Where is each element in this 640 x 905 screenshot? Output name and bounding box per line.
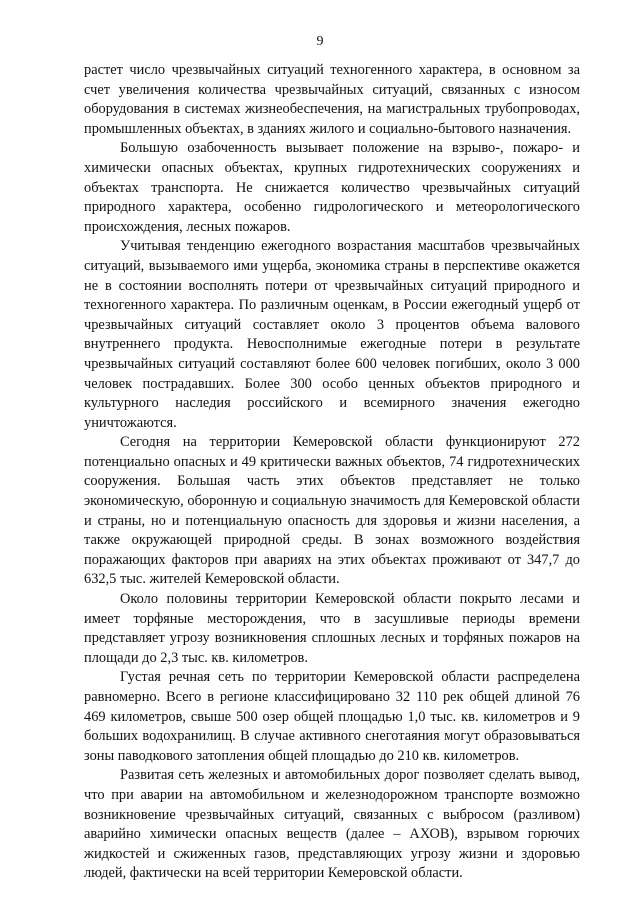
- page-number: 9: [316, 34, 324, 49]
- paragraph-concern-hazardous-objects: Большую озабоченность вызывает положение на взрыво-, пожаро- и химически опасных объектах, крупных гидротехнических сооружениях и объектах транспорта. Не снижается количество чрезвычайных ситуаций природного характера, особенно гидрологического и метеорологического происхождения, лесных пожаров.: [84, 140, 580, 235]
- paragraph-forest-fires: Около половины территории Кемеровской области покрыто лесами и имеет торфяные месторождения, что в засушливые периоды времени представляет угрозу возникновения сплошных лесных и торфяных пожаров на площади до 2,3 тыс. кв. километров.: [84, 591, 580, 666]
- paragraph-continuation: растет число чрезвычайных ситуаций техногенного характера, в основном за счет увеличения количества чрезвычайных ситуаций, связанных с износом оборудования в системах жизнеобеспечения, на магистральных трубопроводах, промышленных объектах, в зданиях жилого и социально-бытового назначения.: [84, 62, 580, 137]
- paragraph-kemerovo-objects: Сегодня на территории Кемеровской области функционируют 272 потенциально опасных и 49 критически важных объектов, 74 гидротехнических сооружения. Большая часть этих объектов представляет не только экономическую, оборонную и социальную значимость для Кемеровской области и страны, но и потенциальную опасность для здоровья и жизни населения, а также окружающей природной среды. В зонах возможного воздействия поражающих факторов при авариях на этих объектах проживают от 347,7 до 632,5 тыс. жителей Кемеровской области.: [84, 434, 580, 588]
- paragraph-transport-risks: Развитая сеть железных и автомобильных дорог позволяет сделать вывод, что при аварии на автомобильном и железнодорожном транспорте возможно возникновение чрезвычайных ситуаций, связанных с выбросом (разливом) аварийно химически опасных веществ (далее – АХОВ), взрывом горючих жидкостей и сжиженных газов, представляющих угрозу жизни и здоровью людей, фактически на всей территории Кемеровской области.: [84, 767, 580, 882]
- paragraph-river-network: Густая речная сеть по территории Кемеровской области распределена равномерно. Всего в регионе классифицировано 32 110 рек общей длиной 76 469 километров, свыше 500 озер общей площадью 1,0 тыс. кв. километров и 9 больших водохранилищ. В случае активного снеготаяния могут образовываться зоны паводкового затопления общей площадью до 210 кв. километров.: [84, 669, 580, 764]
- paragraph-economic-losses: Учитывая тенденцию ежегодного возрастания масштабов чрезвычайных ситуаций, вызываемого ими ущерба, экономика страны в перспективе окажется не в состоянии восполнять потери от чрезвычайных ситуаций природного и техногенного характера. По различным оценкам, в России ежегодный ущерб от чрезвычайных ситуаций составляет около 3 процентов объема валового внутреннего продукта. Невосполнимые ежегодные потери в результате чрезвычайных ситуаций составляют более 600 человек погибших, около 3 000 человек пострадавших. Более 300 особо ценных объектов природного и культурного наследия российского и всемирного значения ежегодно уничтожаются.: [84, 238, 580, 431]
- document-body: [84, 61, 580, 884]
